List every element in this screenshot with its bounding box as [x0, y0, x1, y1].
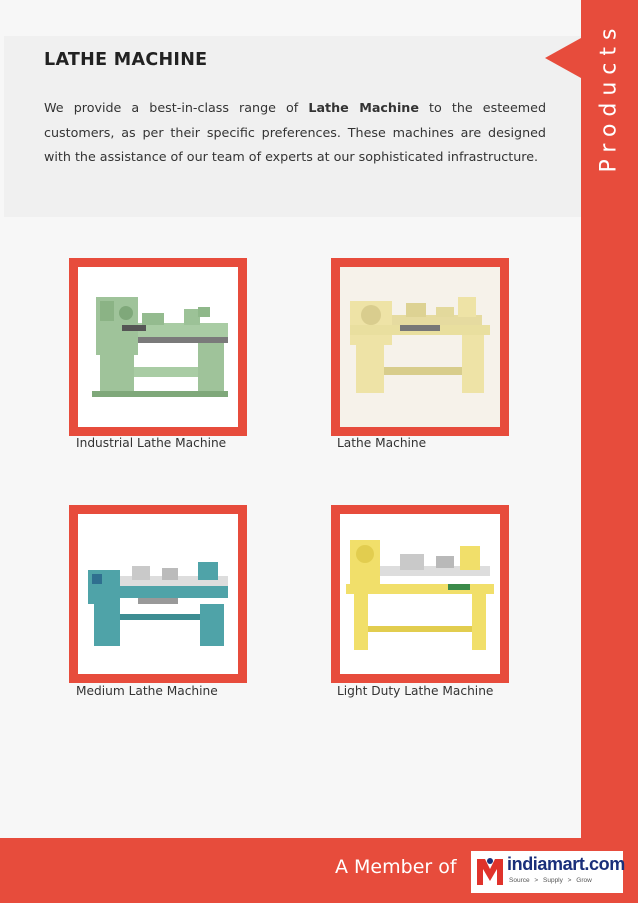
sidebar-label: Products: [596, 21, 622, 173]
industrial-lathe-machine-image: [78, 267, 238, 427]
description-text-end: to the esteemed customers, as per their specific preferences. These machines are designed with the assistance of our team of experts at our sophisticated infrastructure.: [44, 100, 546, 164]
product-name-medium-lathe[interactable]: Medium Lathe Machine: [76, 684, 218, 698]
medium-lathe-machine-image: [78, 514, 238, 674]
logo-tagline: Source > Supply > Grow: [509, 877, 592, 884]
product-name-light-duty-lathe[interactable]: Light Duty Lathe Machine: [337, 684, 494, 698]
product-card-medium-lathe[interactable]: [69, 505, 247, 683]
member-text: A Member of: [335, 856, 457, 878]
description-text-start: We provide a best-in-class range of: [44, 100, 309, 115]
sidebar-arrow: [545, 38, 581, 78]
logo-wordmark: indiamart.com: [507, 854, 625, 874]
product-card-industrial-lathe[interactable]: [69, 258, 247, 436]
product-name-industrial-lathe[interactable]: Industrial Lathe Machine: [76, 436, 227, 450]
product-card-lathe[interactable]: [331, 258, 509, 436]
page-title: LATHE MACHINE: [44, 50, 208, 70]
description: [44, 96, 546, 170]
lathe-machine-image: [340, 267, 500, 427]
product-name-lathe[interactable]: Lathe Machine: [337, 436, 427, 450]
indiamart-logo[interactable]: [471, 851, 623, 893]
product-card-light-duty-lathe[interactable]: [331, 505, 509, 683]
light-duty-lathe-machine-image: [340, 514, 500, 674]
description-highlight: Lathe Machine: [308, 100, 419, 115]
indiamart-logo-icon: [475, 855, 505, 889]
